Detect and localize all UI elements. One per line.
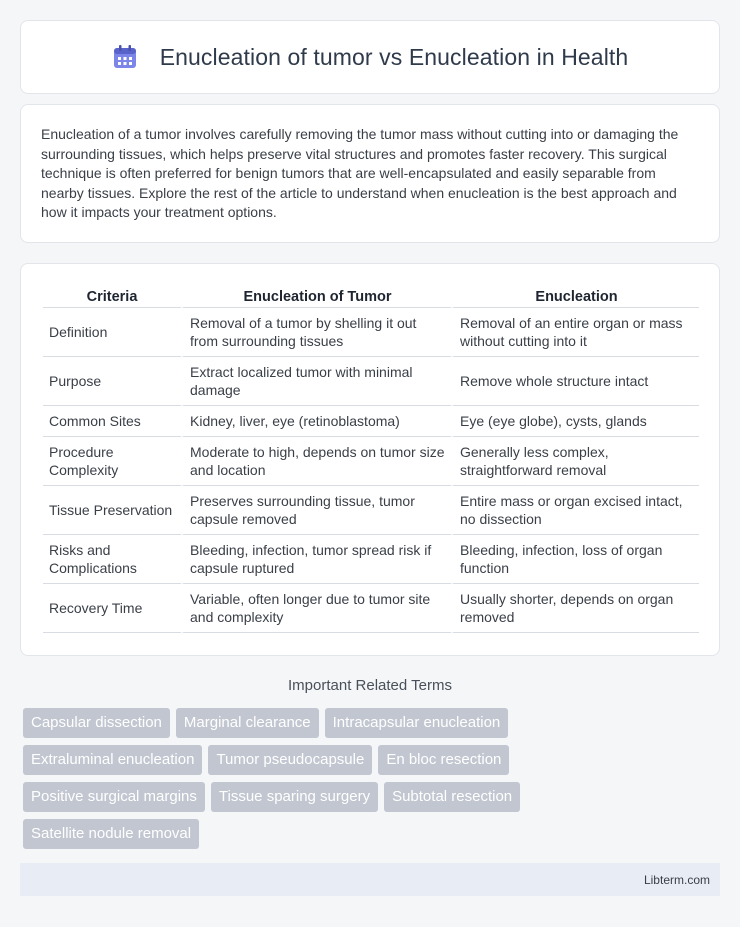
header-card <box>20 20 720 94</box>
table-cell: Purpose <box>43 357 181 406</box>
table-cell: Bleeding, infection, loss of organ function <box>451 535 699 584</box>
table-row <box>43 406 699 437</box>
table-cell: Entire mass or organ excised intact, no dissection <box>451 486 699 535</box>
table-cell: Moderate to high, depends on tumor size and location <box>181 437 451 486</box>
tag-capsular-dissection[interactable]: Capsular dissection <box>23 708 170 738</box>
tag-tumor-pseudocapsule[interactable]: Tumor pseudocapsule <box>208 745 372 775</box>
table-cell: Kidney, liver, eye (retinoblastoma) <box>181 406 451 437</box>
table-cell: Eye (eye globe), cysts, glands <box>451 406 699 437</box>
intro-card <box>20 104 720 243</box>
table-row <box>43 437 699 486</box>
table-cell: Procedure Complexity <box>43 437 181 486</box>
table-row <box>43 535 699 584</box>
table-row <box>43 486 699 535</box>
tag-satellite-nodule-removal[interactable]: Satellite nodule removal <box>23 819 199 849</box>
table-row <box>43 357 699 406</box>
table-cell: Preserves surrounding tissue, tumor capsule removed <box>181 486 451 535</box>
table-cell: Remove whole structure intact <box>451 357 699 406</box>
comparison-table <box>43 286 699 633</box>
table-row <box>43 584 699 633</box>
tag-row <box>23 819 723 849</box>
footer-site-link[interactable]: Libterm.com <box>643 872 710 887</box>
footer <box>20 863 720 896</box>
table-cell: Tissue Preservation <box>43 486 181 535</box>
table-cell: Common Sites <box>43 406 181 437</box>
tag-row <box>23 745 723 775</box>
tag-subtotal-resection[interactable]: Subtotal resection <box>384 782 520 812</box>
tag-positive-surgical-margins[interactable]: Positive surgical margins <box>23 782 205 812</box>
table-cell: Generally less complex, straightforward removal <box>451 437 699 486</box>
tag-row <box>23 782 723 812</box>
tag-en-bloc-resection[interactable]: En bloc resection <box>378 745 509 775</box>
table-cell: Risks and Complications <box>43 535 181 584</box>
table-cell: Definition <box>43 308 181 357</box>
tag-intracapsular-enucleation[interactable]: Intracapsular enucleation <box>325 708 509 738</box>
related-terms-list <box>23 708 723 856</box>
table-cell: Recovery Time <box>43 584 181 633</box>
table-cell: Bleeding, infection, tumor spread risk if capsule ruptured <box>181 535 451 584</box>
table-cell: Removal of a tumor by shelling it out from surrounding tissues <box>181 308 451 357</box>
table-cell: Removal of an entire organ or mass without cutting into it <box>451 308 699 357</box>
column-header-enucleation-of-tumor: Enucleation of Tumor <box>181 286 451 308</box>
page-title: Enucleation of tumor vs Enucleation in Health <box>159 43 629 70</box>
table-cell: Variable, often longer due to tumor site and complexity <box>181 584 451 633</box>
table-cell: Extract localized tumor with minimal damage <box>181 357 451 406</box>
related-terms-heading: Important Related Terms <box>288 677 452 694</box>
table-header-row <box>43 286 699 308</box>
table-cell: Usually shorter, depends on organ removed <box>451 584 699 633</box>
comparison-table-card <box>20 263 720 656</box>
table-row <box>43 308 699 357</box>
column-header-enucleation: Enucleation <box>451 286 699 308</box>
tag-extraluminal-enucleation[interactable]: Extraluminal enucleation <box>23 745 202 775</box>
tag-tissue-sparing-surgery[interactable]: Tissue sparing surgery <box>211 782 378 812</box>
calendar-icon <box>112 44 138 70</box>
intro-paragraph: Enucleation of a tumor involves carefully removing the tumor mass without cutting into or damaging the surrounding tissues, which helps preserve vital structures and promotes faster recovery. This surgical technique is often preferred for benign tumors that are well-encapsulated and easily separable from nearby tissues. Explore the rest of the article to understand when enucleation is the best approach and how it impacts your treatment options. <box>41 126 679 220</box>
column-header-criteria: Criteria <box>43 286 181 308</box>
tag-row <box>23 708 723 738</box>
tag-marginal-clearance[interactable]: Marginal clearance <box>176 708 319 738</box>
